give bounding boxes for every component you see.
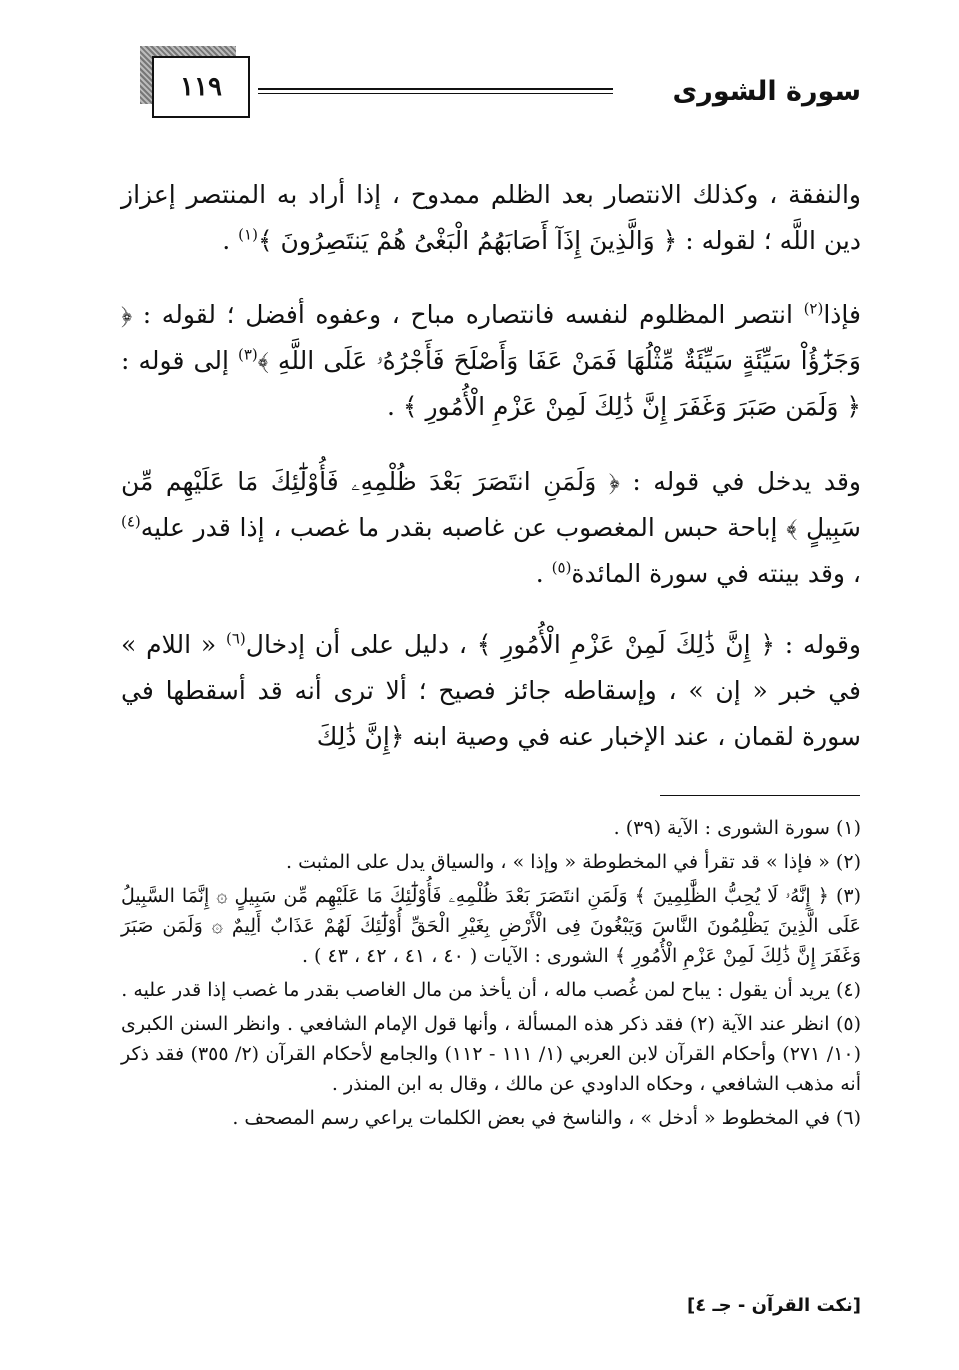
- page-number: ١١٩: [152, 56, 250, 118]
- footnote-4: (٤) يريد أن يقول : يباح لمن غُصب ماله ، أن يأخذ من مال الغاصب بقدر ما غصب إذا قدر عليه .: [121, 979, 861, 1001]
- footnote-ref-4: (٤): [121, 512, 141, 531]
- footnote-5: (٥) انظر عند الآية (٢) فقد ذكر هذه المسألة ، وأنها قول الإمام الشافعي . وانظر السنن الكبرى (١٠/ ٢٧١) وأحكام القرآن لابن العربي (١/ ١١١ - ١١٢) والجامع لأحكام القرآن (٢/ ٣٥٥) فقد ذكر أنه مذهب الشافعي ، وحكاه الداودي عن مالك ، وقال به ابن المنذر .: [121, 1013, 862, 1095]
- footnote-3: (٣) ﴿ إِنَّهُۥ لَا يُحِبُّ الظَّٰلِمِينَ ﴾ وَلَمَنِ انتَصَرَ بَعْدَ ظُلْمِهِۦ فَأُوْلَٰٓئِكَ مَا عَلَيْهِم مِّن سَبِيلٍ ۞ إِنَّمَا السَّبِيلُ عَلَى الَّذِينَ يَظْلِمُونَ النَّاسَ وَيَبْغُونَ فِى الْأَرْضِ بِغَيْرِ الْحَقِّ أُوْلَٰٓئِكَ لَهُمْ عَذَابٌ أَلِيمٌ ۞ وَلَمَن صَبَرَ وَغَفَرَ إِنَّ ذَٰلِكَ لَمِنْ عَزْمِ الْأُمُورِ ﴾ الشورى : الآيات ( ٤٠ ، ٤١ ، ٤٢ ، ٤٣ ) .: [121, 885, 861, 967]
- volume-signature: [نكت القرآن - جـ ٤]: [686, 1295, 861, 1316]
- footnote-ref-2: (٢): [803, 299, 824, 318]
- paragraph-1: [121, 172, 861, 264]
- page-number-frame: [140, 46, 250, 118]
- footnote-1: (١) سورة الشورى : الآية (٣٩) .: [613, 817, 861, 839]
- header-rule-thin: [258, 93, 613, 94]
- paragraph-3-middle: ، وقد بينته في سورة المائدة: [571, 559, 861, 588]
- paragraph-3-end: .: [535, 559, 552, 588]
- footnote-6: (٦) في المخطوط « أدخل » ، والناسخ في بعض الكلمات يراعي رسم المصحف .: [232, 1107, 861, 1129]
- paragraph-2-middle: انتصر المظلوم لنفسه فانتصاره مباح ، وعفوه أفضل ؛ لقوله : ﴿ وَجَزَٰٓؤُاْ سَيِّئَةٍ سَيِّئَةٌ مِّثْلُهَا فَمَنْ عَفَا وَأَصْلَحَ فَأَجْرُهُۥ عَلَى اللَّهِ ﴾: [121, 300, 861, 375]
- footnotes: [121, 813, 861, 1137]
- footnote-ref-1: (١): [238, 225, 258, 244]
- paragraph-1-text: والنفقة ، وكذلك الانتصار بعد الظلم ممدوح ، إذا أراد به المنتصر إعزاز دين اللَّه ؛ لقوله : ﴿ وَالَّذِينَ إِذَآ أَصَابَهُمُ الْبَغْىُ هُمْ يَنتَصِرُونَ ﴾: [121, 180, 861, 255]
- paragraph-3: [121, 459, 861, 597]
- paragraph-1-end: .: [222, 226, 239, 255]
- paragraph-4-end: « اللام » في خبر « إن » ، وإسقاطه جائز فصيح ؛ ألا ترى أنه قد أسقطها في سورة لقمان ، عند الإخبار عنه في وصية ابنه ﴿إِنَّ ذَٰلِكَ: [121, 630, 861, 751]
- footnote-ref-3: (٣): [237, 345, 258, 364]
- paragraph-2-start: فإذا: [823, 300, 861, 329]
- paragraph-4-start: وقوله : ﴿ إِنَّ ذَٰلِكَ لَمِنْ عَزْمِ الْأُمُورِ ﴾ ، دليل على أن إدخال: [245, 630, 861, 659]
- paragraph-2-end: إلى قوله : ﴿ وَلَمَن صَبَرَ وَغَفَرَ إِنَّ ذَٰلِكَ لَمِنْ عَزْمِ الْأُمُورِ ﴾ .: [121, 346, 861, 421]
- footnote-2: (٢) « فإذا » قد تقرأ في المخطوطة « وإذا » ، والسياق يدل على المثبت .: [286, 851, 861, 873]
- header-rule: [258, 88, 613, 90]
- paragraph-4: [121, 622, 861, 760]
- running-header-title: سورة الشورى: [672, 76, 861, 107]
- paragraph-2: [121, 292, 861, 430]
- paragraph-3-start: وقد يدخل في قوله : ﴿ وَلَمَنِ انتَصَرَ بَعْدَ ظُلْمِهِۦ فَأُوْلَٰٓئِكَ مَا عَلَيْهِم مِّن سَبِيلٍ ﴾ إباحة حبس المغصوب عن غاصبه بقدر ما غصب ، إذا قدر عليه: [121, 467, 861, 542]
- footnote-separator: [660, 795, 860, 796]
- footnote-ref-6: (٦): [226, 629, 246, 648]
- footnote-ref-5: (٥): [551, 558, 572, 577]
